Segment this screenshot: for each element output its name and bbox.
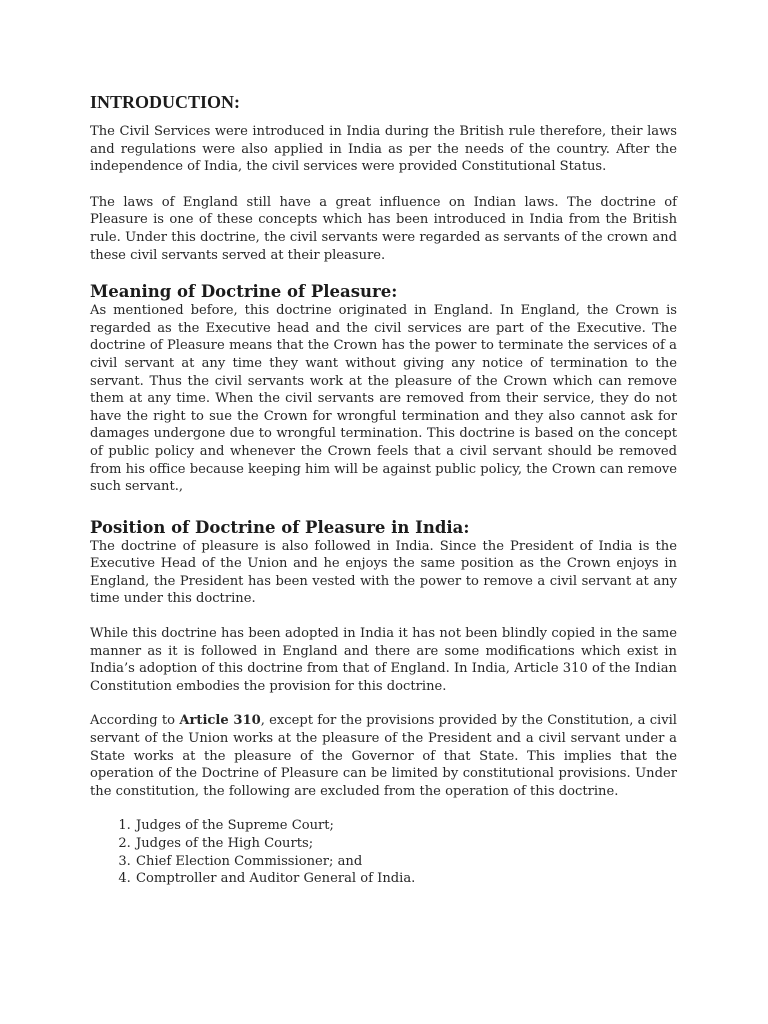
position-heading: Position of Doctrine of Pleasure in India:	[90, 517, 470, 537]
list-item: 4. Comptroller and Auditor General of India.	[135, 870, 677, 888]
paragraph-3-rest: , except for the provisions provided by the Constitution, a civil servant of the Union works at the pleasure of the President and a civil servant under a State works at the pleasure of the Governor of that State. This implies that the operation of the Doctrine of Pleasure can be limited by constitutional provisions. Under the constitution, the following are excluded from the operation of this doctrine.	[90, 713, 677, 799]
article-310-bold: Article 310	[179, 713, 261, 729]
intro-paragraph-2: The laws of England still have a great influence on Indian laws. The doctrine of Pleasure is one of these concepts which has been introduced in India from the British rule. Under this doctrine, the civil servants were regarded as servants of the crown and these civil servants served at their pleasure.	[90, 194, 677, 263]
position-paragraph-3	[90, 712, 677, 800]
document-page	[90, 92, 677, 888]
position-paragraph-1: The doctrine of pleasure is also followed in India. Since the President of India is the Executive Head of the Union and he enjoys the same position as the Crown enjoys in England, the President has been vested with the power to remove a civil servant at any time under this doctrine.	[90, 538, 677, 607]
list-item: 2. Judges of the High Courts;	[135, 835, 677, 853]
meaning-paragraph: As mentioned before, this doctrine originated in England. In England, the Crown is regarded as the Executive head and the civil services are part of the Executive. The doctrine of Pleasure means that the Crown has the power to terminate the services of a civil servant at any time they want without giving any notice of termination to the servant. Thus the civil servants work at the pleasure of the Crown which can remove them at any time. When the civil servants are removed from their service, they do not have the right to sue the Crown for wrongful termination and they also cannot ask for damages undergone due to wrongful termination. This doctrine is based on the concept of public policy and whenever the Crown feels that a civil servant should be removed from his office because keeping him will be against public policy, the Crown can remove such servant.,	[90, 303, 677, 495]
meaning-heading: Meaning of Doctrine of Pleasure:	[90, 282, 398, 302]
paragraph-3-prefix: According to	[90, 713, 180, 729]
introduction-heading: INTRODUCTION:	[90, 92, 241, 112]
position-paragraph-2: While this doctrine has been adopted in India it has not been blindly copied in the same manner as it is followed in England and there are some modifications which exist in India’s adoption of this doctrine from that of England. In India, Article 310 of the Indian Constitution embodies the provision for this doctrine.	[90, 626, 677, 694]
exclusions-list	[90, 817, 677, 887]
list-item: 1. Judges of the Supreme Court;	[135, 817, 677, 835]
intro-paragraph-1: The Civil Services were introduced in India during the British rule therefore, their laws and regulations were also applied in India as per the needs of the country. After the independence of India, the civil services were provided Constitutional Status.	[90, 124, 677, 175]
list-item: 3. Chief Election Commissioner; and	[135, 853, 677, 871]
